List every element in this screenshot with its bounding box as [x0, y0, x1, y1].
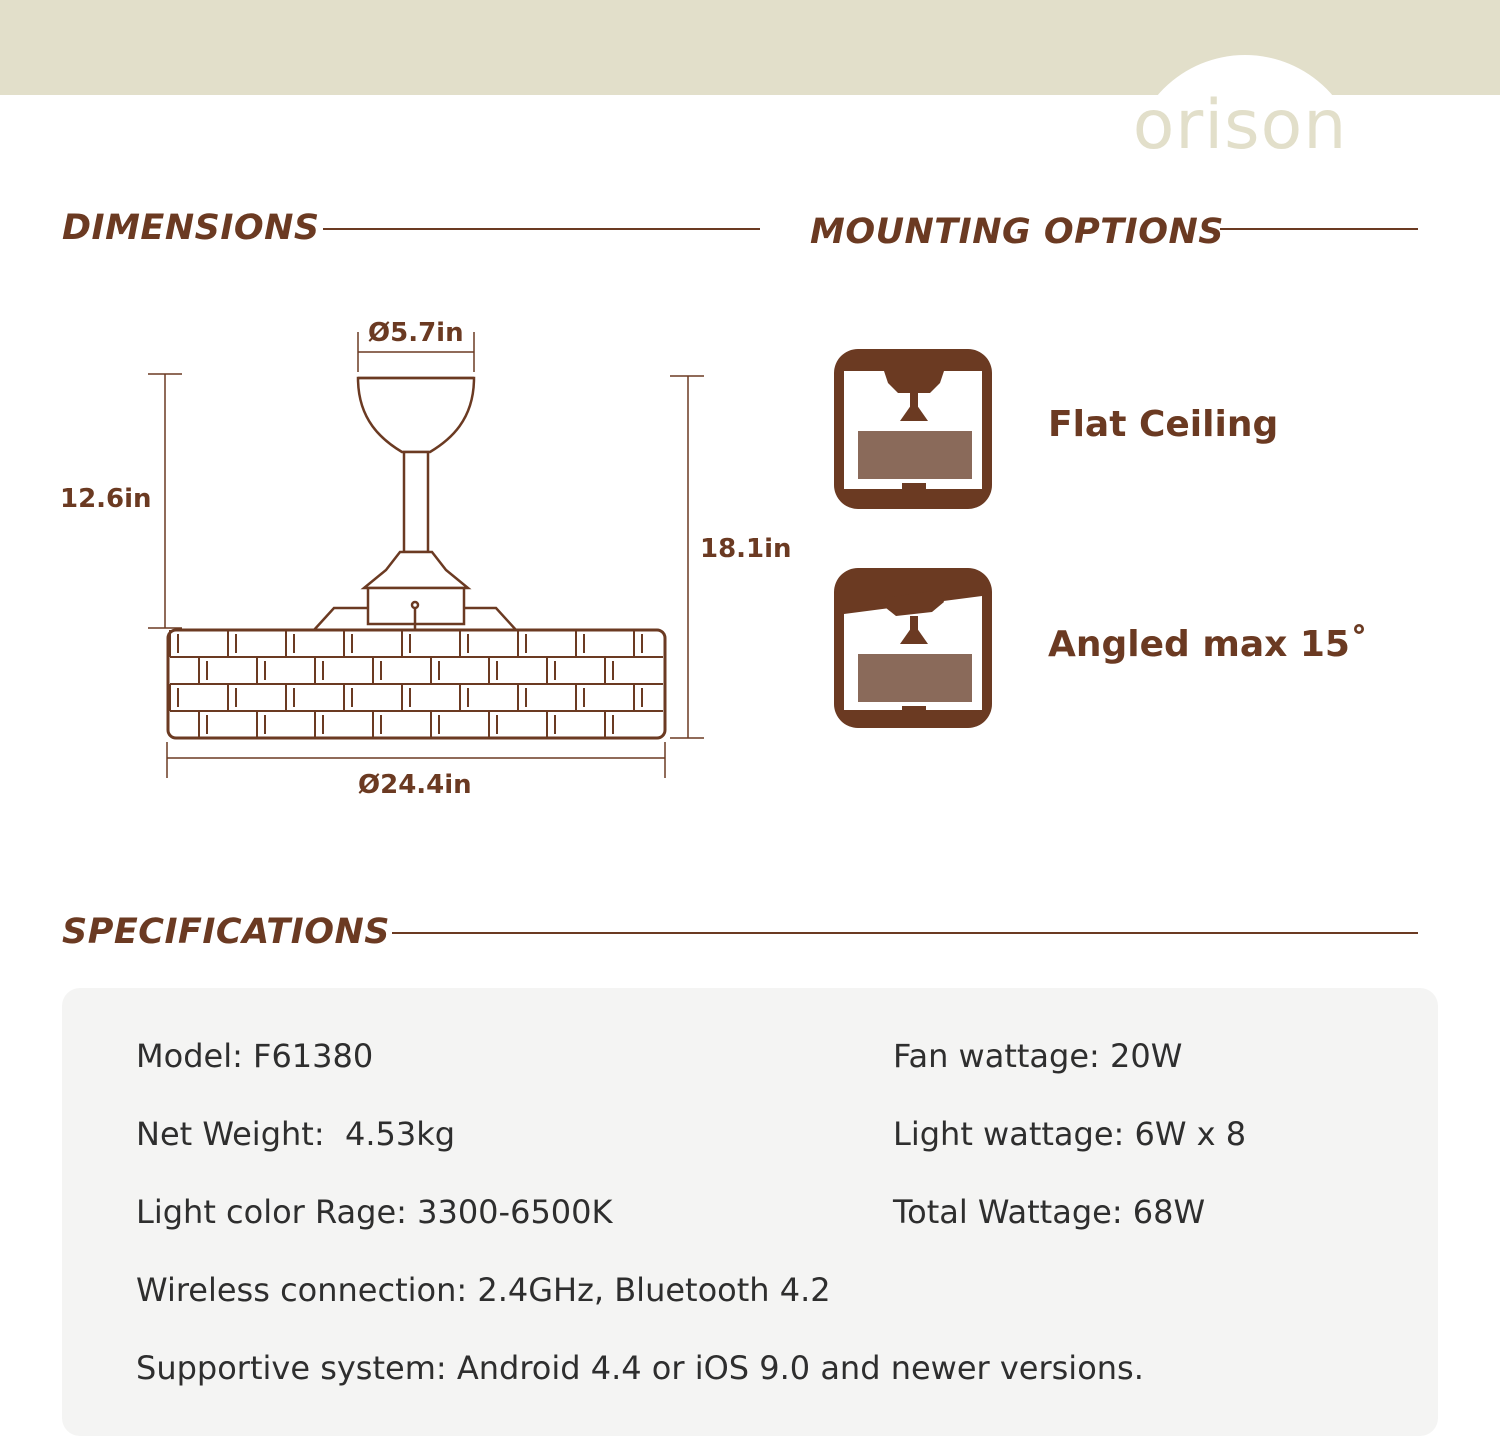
downrod-height-label: 12.6in	[60, 484, 152, 514]
spec-light-color-range: Light color Rage: 3300-6500K	[136, 1193, 613, 1231]
spec-light-wattage: Light wattage: 6W x 8	[893, 1115, 1247, 1153]
brand-logo: orison	[1132, 86, 1348, 165]
specifications-title: SPECIFICATIONS	[62, 912, 390, 952]
specifications-rule	[392, 932, 1418, 934]
spec-model: Model: F61380	[136, 1037, 374, 1075]
fan-dimension-drawing	[0, 0, 800, 830]
flat-ceiling-icon	[832, 347, 994, 511]
flat-ceiling-label: Flat Ceiling	[1048, 404, 1279, 445]
spec-fan-wattage: Fan wattage: 20W	[893, 1037, 1183, 1075]
canopy-diameter-label: Ø5.7in	[368, 318, 464, 348]
spec-supportive-system: Supportive system: Android 4.4 or iOS 9.0 and newer versions.	[136, 1349, 1144, 1387]
mounting-rule	[1220, 228, 1418, 230]
mounting-title: MOUNTING OPTIONS	[810, 212, 1224, 252]
fan-diameter-label: Ø24.4in	[358, 770, 472, 800]
spec-total-wattage: Total Wattage: 68W	[893, 1193, 1206, 1231]
total-height-label: 18.1in	[700, 534, 792, 564]
spec-wireless: Wireless connection: 2.4GHz, Bluetooth 4.2	[136, 1271, 831, 1309]
angled-ceiling-label: Angled max 15˚	[1048, 624, 1368, 665]
dimensions-title: DIMENSIONS	[62, 208, 320, 248]
spec-net-weight: Net Weight: 4.53kg	[136, 1115, 456, 1153]
angled-ceiling-icon	[832, 566, 994, 730]
